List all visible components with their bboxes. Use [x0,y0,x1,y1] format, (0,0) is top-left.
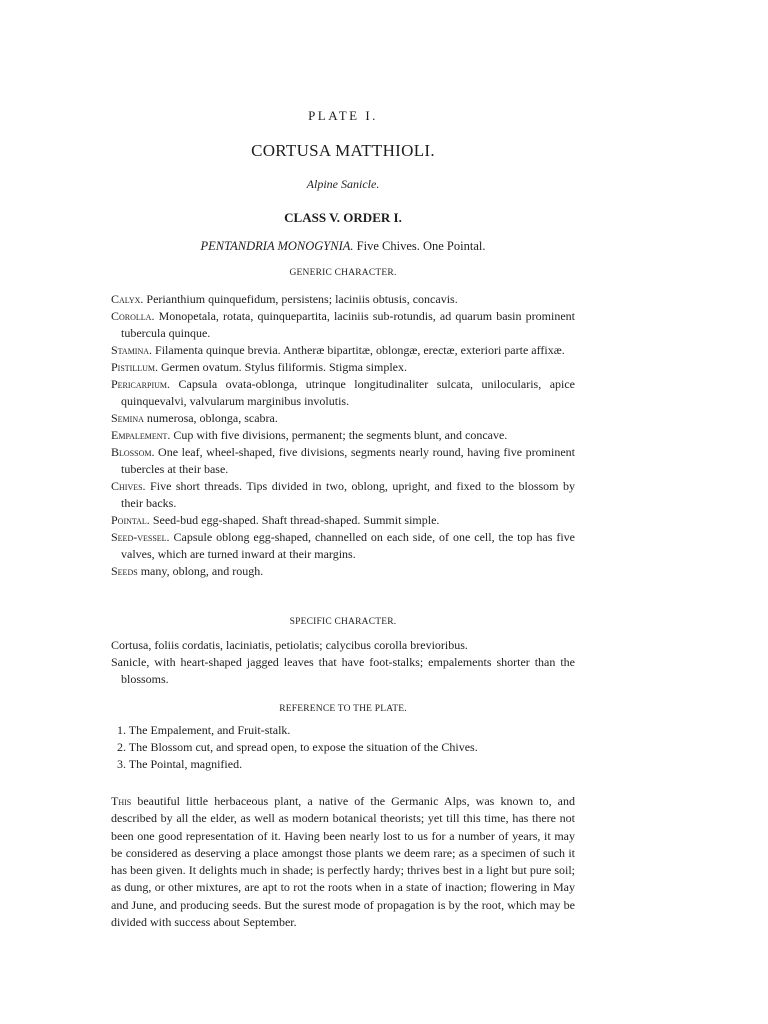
specific-entry: Sanicle, with heart-shaped jagged leaves that have foot-stalks; empalements shorter than the blossoms. [111,655,575,686]
generic-character-heading: GENERIC CHARACTER. [289,268,397,278]
character-entry: Semina numerosa, oblonga, scabra. [111,411,278,425]
reference-item: 1. The Empalement, and Fruit-stalk. [117,723,291,737]
reference-heading: REFERENCE TO THE PLATE. [279,704,407,714]
plate-number: PLATE I. [308,108,378,123]
character-entry: Stamina. Filamenta quinque brevia. Antheræ bipartitæ, oblongæ, erectæ, exteriori parte affixæ. [111,343,565,357]
species-title: CORTUSA MATTHIOLI. [251,141,435,160]
class-order-heading: CLASS V. ORDER I. [284,210,402,225]
linnaean-english: Five Chives. One Pointal. [353,239,486,253]
character-entry: Corolla. Monopetala, rotata, quinquepartita, laciniis sub-rotundis, ad quarum basin prominent tubercula quinque. [111,309,575,340]
specific-character-list [111,637,575,688]
reference-item: 3. The Pointal, magnified. [117,757,243,771]
description-text: beautiful little herbaceous plant, a native of the Germanic Alps, was known to, and described by all the elder, as well as modern botanical theorists; yet till this time, has there not been one good representation of it. Having been nearly lost to us for a number of years, it may be considered as deserving a place amongst those plants we deem rare; as a specimen of such it has been given. It delights much in shade; is perfectly hardy; thrives best in a light but pure soil; as dung, or other mixtures, are apt to rot the roots when in a state of inaction; flowering in May and June, and producing seeds. But the surest mode of propagation is by the root, which may be divided with success about September. [111,794,575,930]
linnaean-latin: PENTANDRIA MONOGYNIA. [200,239,354,253]
specific-entry: Cortusa, foliis cordatis, laciniatis, petiolatis; calycibus corolla brevioribus. [111,638,468,652]
character-entry: Blossom. One leaf, wheel-shaped, five divisions, segments nearly round, having five prominent tubercles at their base. [111,445,575,476]
character-entry: Pistillum. Germen ovatum. Stylus filiformis. Stigma simplex. [111,360,407,374]
reference-list [111,722,575,773]
character-entry: Empalement. Cup with five divisions, permanent; the segments blunt, and concave. [111,428,508,442]
character-entry: Pericarpium. Capsula ovata-oblonga, utrinque longitudinaliter sulcata, unilocularis, apice quinquevalvi, valvularum marginibus involutis. [111,377,575,408]
character-entry: Chives. Five short threads. Tips divided in two, oblong, upright, and fixed to the blossom by their backs. [111,479,575,510]
character-entry: Pointal. Seed-bud egg-shaped. Shaft thread-shaped. Summit simple. [111,513,440,527]
generic-character-list [111,291,575,580]
linnaean-classification [111,239,575,254]
description-lead: This [111,794,132,808]
character-entry: Seed-vessel. Capsule oblong egg-shaped, channelled on each side, of one cell, the top has five valves, which are turned inward at their margins. [111,530,575,561]
character-entry: Calyx. Perianthium quinquefidum, persistens; laciniis obtusis, concavis. [111,292,458,306]
specific-character-heading: SPECIFIC CHARACTER. [289,617,397,627]
common-name: Alpine Sanicle. [306,177,380,191]
character-entry: Seeds many, oblong, and rough. [111,564,264,578]
description-paragraph [111,793,575,931]
reference-item: 2. The Blossom cut, and spread open, to expose the situation of the Chives. [117,740,478,754]
